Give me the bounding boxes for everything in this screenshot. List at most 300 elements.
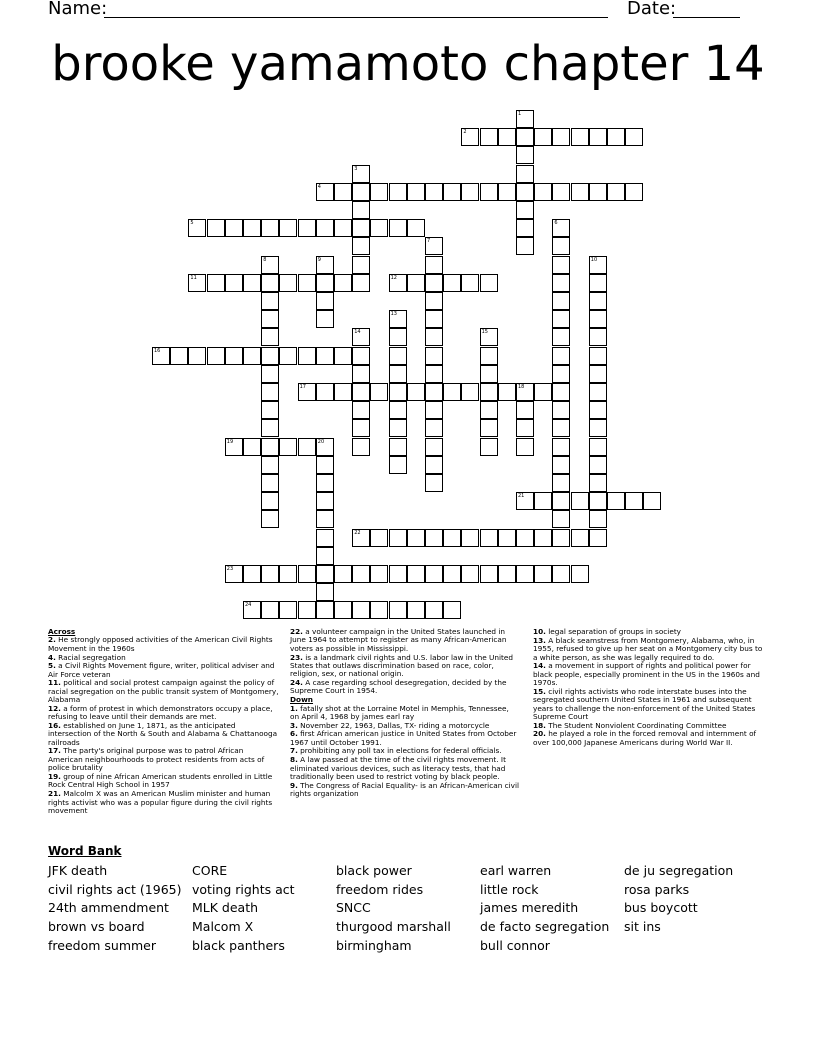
- grid-cell[interactable]: [261, 474, 279, 492]
- grid-cell[interactable]: [516, 146, 534, 164]
- grid-cell[interactable]: [389, 328, 407, 346]
- grid-cell[interactable]: [552, 183, 570, 201]
- grid-cell[interactable]: [279, 438, 297, 456]
- word-bank-item: JFK death: [48, 863, 108, 878]
- grid-cell[interactable]: [389, 347, 407, 365]
- grid-cell[interactable]: [552, 310, 570, 328]
- grid-cell[interactable]: [552, 510, 570, 528]
- grid-cell[interactable]: [425, 456, 443, 474]
- grid-cell[interactable]: [534, 383, 552, 401]
- clue-text: a volunteer campaign in the United States launched in June 1964 to attempt to register as many African-American voters as possible in Mississippi.: [290, 627, 507, 653]
- across-clue-list-continued: [290, 628, 520, 696]
- grid-cell[interactable]: [352, 438, 370, 456]
- grid-cell[interactable]: [316, 474, 334, 492]
- grid-cell[interactable]: [316, 383, 334, 401]
- grid-cell[interactable]: [589, 456, 607, 474]
- grid-cell[interactable]: [516, 219, 534, 237]
- grid-cell[interactable]: [552, 383, 570, 401]
- grid-cell[interactable]: [425, 274, 443, 292]
- grid-cell[interactable]: [389, 419, 407, 437]
- word-bank-item: freedom rides: [336, 881, 424, 897]
- grid-cell[interactable]: [243, 438, 261, 456]
- grid-cell[interactable]: [389, 601, 407, 619]
- grid-cell[interactable]: [461, 274, 479, 292]
- grid-cell[interactable]: [279, 565, 297, 583]
- grid-cell[interactable]: [443, 383, 461, 401]
- word-bank-column-3: [336, 862, 451, 956]
- grid-cell[interactable]: [552, 347, 570, 365]
- grid-cell[interactable]: [480, 128, 498, 146]
- grid-cell[interactable]: [261, 310, 279, 328]
- grid-cell[interactable]: [552, 328, 570, 346]
- clue-text: A case regarding school desegregation, decided by the Supreme Court in 1954.: [290, 678, 507, 696]
- grid-cell[interactable]: [443, 601, 461, 619]
- clue-number: 4: [317, 183, 321, 190]
- grid-cell[interactable]: [352, 383, 370, 401]
- clue: [290, 782, 520, 799]
- grid-cell[interactable]: [552, 419, 570, 437]
- word-bank-item: bus boycott: [624, 900, 698, 916]
- grid-cell[interactable]: [316, 438, 334, 456]
- word-bank-item: 24th ammendment: [48, 900, 169, 916]
- grid-cell[interactable]: [425, 438, 443, 456]
- grid-cell[interactable]: [552, 492, 570, 510]
- grid-cell[interactable]: [334, 601, 352, 619]
- grid-cell[interactable]: [443, 565, 461, 583]
- clue-number: 12: [390, 274, 397, 281]
- grid-cell[interactable]: [589, 292, 607, 310]
- grid-cell[interactable]: [389, 219, 407, 237]
- grid-cell[interactable]: [389, 438, 407, 456]
- grid-cell[interactable]: [352, 219, 370, 237]
- grid-cell[interactable]: [261, 365, 279, 383]
- grid-cell[interactable]: [370, 529, 388, 547]
- grid-cell[interactable]: [261, 256, 279, 274]
- grid-cell[interactable]: [389, 383, 407, 401]
- grid-cell[interactable]: [461, 383, 479, 401]
- grid-cell[interactable]: [480, 383, 498, 401]
- grid-cell[interactable]: [334, 347, 352, 365]
- grid-cell[interactable]: [334, 383, 352, 401]
- grid-cell[interactable]: [498, 128, 516, 146]
- grid-cell[interactable]: [498, 565, 516, 583]
- grid-cell[interactable]: [516, 529, 534, 547]
- clue-number: 15.: [533, 686, 546, 696]
- grid-cell[interactable]: [516, 492, 534, 510]
- clue-number: 13.: [533, 635, 546, 645]
- clue-number: 9: [317, 256, 321, 263]
- grid-cell[interactable]: [188, 274, 206, 292]
- word-bank-item: CORE: [192, 863, 228, 878]
- grid-cell[interactable]: [261, 347, 279, 365]
- clue-text: group of nine African American students enrolled in Little Rock Central High School in 1957: [48, 771, 273, 790]
- grid-cell[interactable]: [334, 183, 352, 201]
- grid-cell[interactable]: [407, 183, 425, 201]
- grid-cell[interactable]: [552, 128, 570, 146]
- name-label: Name:: [48, 0, 108, 19]
- grid-cell[interactable]: [480, 365, 498, 383]
- grid-cell[interactable]: [552, 456, 570, 474]
- grid-cell[interactable]: [298, 383, 316, 401]
- grid-cell[interactable]: [461, 529, 479, 547]
- grid-cell[interactable]: [589, 310, 607, 328]
- word-bank-item: brown vs board: [48, 919, 145, 935]
- grid-cell[interactable]: [352, 165, 370, 183]
- grid-cell[interactable]: [516, 237, 534, 255]
- grid-cell[interactable]: [316, 292, 334, 310]
- clue-number: 17.: [48, 746, 61, 756]
- grid-cell[interactable]: [352, 201, 370, 219]
- clue-number: 9.: [290, 780, 298, 790]
- grid-cell[interactable]: [207, 219, 225, 237]
- grid-cell[interactable]: [389, 456, 407, 474]
- grid-cell[interactable]: [370, 183, 388, 201]
- grid-cell[interactable]: [298, 565, 316, 583]
- clue-number: 5: [190, 220, 194, 227]
- grid-cell[interactable]: [589, 274, 607, 292]
- grid-cell[interactable]: [389, 565, 407, 583]
- word-bank-item: bull connor: [480, 937, 550, 953]
- grid-cell[interactable]: [552, 219, 570, 237]
- grid-cell[interactable]: [589, 183, 607, 201]
- grid-cell[interactable]: [589, 529, 607, 547]
- grid-cell[interactable]: [279, 274, 297, 292]
- grid-cell[interactable]: [334, 565, 352, 583]
- clue-number: 13: [390, 311, 397, 318]
- grid-cell[interactable]: [225, 565, 243, 583]
- grid-cell[interactable]: [407, 529, 425, 547]
- word-bank-title: Word Bank: [48, 844, 122, 858]
- clue-text: The Congress of Racial Equality- is an African-American civil rights organization: [290, 780, 520, 799]
- grid-cell[interactable]: [607, 128, 625, 146]
- grid-cell[interactable]: [443, 529, 461, 547]
- grid-cell[interactable]: [370, 601, 388, 619]
- grid-cell[interactable]: [425, 601, 443, 619]
- grid-cell[interactable]: [480, 183, 498, 201]
- grid-cell[interactable]: [316, 529, 334, 547]
- grid-cell[interactable]: [589, 438, 607, 456]
- grid-cell[interactable]: [552, 474, 570, 492]
- grid-cell[interactable]: [261, 419, 279, 437]
- grid-cell[interactable]: [534, 529, 552, 547]
- clue-number: 15: [481, 329, 488, 336]
- grid-cell[interactable]: [316, 583, 334, 601]
- grid-cell[interactable]: [261, 401, 279, 419]
- grid-cell[interactable]: [389, 274, 407, 292]
- grid-cell[interactable]: [407, 219, 425, 237]
- word-bank-item: Malcom X: [192, 919, 254, 935]
- grid-cell[interactable]: [425, 419, 443, 437]
- grid-cell[interactable]: [316, 183, 334, 201]
- grid-cell[interactable]: [352, 274, 370, 292]
- grid-cell[interactable]: [425, 474, 443, 492]
- grid-cell[interactable]: [425, 347, 443, 365]
- clue-number: 1.: [290, 703, 298, 713]
- grid-cell[interactable]: [352, 601, 370, 619]
- grid-cell[interactable]: [425, 365, 443, 383]
- grid-cell[interactable]: [534, 492, 552, 510]
- grid-cell[interactable]: [425, 401, 443, 419]
- grid-cell[interactable]: [498, 183, 516, 201]
- clue-text: a form of protest in which demonstrators occupy a place, refusing to leave until their demands are met.: [48, 703, 273, 722]
- grid-cell[interactable]: [516, 165, 534, 183]
- grid-cell[interactable]: [516, 383, 534, 401]
- grid-cell[interactable]: [243, 219, 261, 237]
- grid-cell[interactable]: [279, 219, 297, 237]
- clue-text: November 22, 1963, Dallas, TX- riding a motorcycle: [297, 720, 490, 730]
- clue-text: The Student Nonviolent Coordinating Committee: [545, 720, 727, 730]
- grid-cell[interactable]: [352, 237, 370, 255]
- grid-cell[interactable]: [261, 328, 279, 346]
- grid-cell[interactable]: [534, 128, 552, 146]
- grid-cell[interactable]: [552, 565, 570, 583]
- grid-cell[interactable]: [552, 401, 570, 419]
- clue-number: 24: [245, 602, 252, 609]
- grid-cell[interactable]: [552, 292, 570, 310]
- grid-cell[interactable]: [407, 565, 425, 583]
- grid-cell[interactable]: [425, 292, 443, 310]
- clue-number: 8.: [290, 755, 298, 765]
- grid-cell[interactable]: [571, 492, 589, 510]
- grid-cell[interactable]: [552, 365, 570, 383]
- grid-cell[interactable]: [243, 565, 261, 583]
- grid-cell[interactable]: [461, 128, 479, 146]
- grid-cell[interactable]: [370, 565, 388, 583]
- word-bank-item: rosa parks: [624, 881, 690, 897]
- grid-cell[interactable]: [589, 256, 607, 274]
- grid-cell[interactable]: [516, 419, 534, 437]
- grid-cell[interactable]: [480, 328, 498, 346]
- grid-cell[interactable]: [261, 510, 279, 528]
- grid-cell[interactable]: [298, 347, 316, 365]
- grid-cell[interactable]: [425, 256, 443, 274]
- grid-cell[interactable]: [352, 328, 370, 346]
- grid-cell[interactable]: [334, 274, 352, 292]
- clue-number: 23.: [290, 652, 303, 662]
- grid-cell[interactable]: [298, 274, 316, 292]
- grid-cell[interactable]: [498, 529, 516, 547]
- grid-cell[interactable]: [552, 274, 570, 292]
- grid-cell[interactable]: [352, 183, 370, 201]
- grid-cell[interactable]: [552, 529, 570, 547]
- clue-number: 6.: [290, 729, 298, 739]
- grid-cell[interactable]: [571, 128, 589, 146]
- grid-cell[interactable]: [316, 219, 334, 237]
- grid-cell[interactable]: [516, 438, 534, 456]
- grid-cell[interactable]: [152, 347, 170, 365]
- grid-cell[interactable]: [607, 492, 625, 510]
- grid-cell[interactable]: [316, 347, 334, 365]
- grid-cell[interactable]: [298, 601, 316, 619]
- grid-cell[interactable]: [589, 383, 607, 401]
- grid-cell[interactable]: [316, 492, 334, 510]
- grid-cell[interactable]: [425, 383, 443, 401]
- grid-cell[interactable]: [370, 219, 388, 237]
- grid-cell[interactable]: [243, 274, 261, 292]
- word-bank-item: birmingham: [336, 937, 412, 953]
- clue-number: 2.: [48, 635, 56, 645]
- grid-cell[interactable]: [461, 183, 479, 201]
- grid-cell[interactable]: [516, 201, 534, 219]
- grid-cell[interactable]: [261, 219, 279, 237]
- grid-cell[interactable]: [589, 492, 607, 510]
- grid-cell[interactable]: [225, 438, 243, 456]
- grid-cell[interactable]: [425, 529, 443, 547]
- grid-cell[interactable]: [261, 438, 279, 456]
- grid-cell[interactable]: [589, 365, 607, 383]
- grid-cell[interactable]: [480, 347, 498, 365]
- grid-cell[interactable]: [279, 601, 297, 619]
- grid-cell[interactable]: [298, 219, 316, 237]
- clue-number: 2: [463, 129, 467, 136]
- grid-cell[interactable]: [461, 565, 479, 583]
- grid-cell[interactable]: [316, 510, 334, 528]
- grid-cell[interactable]: [425, 328, 443, 346]
- grid-cell[interactable]: [316, 274, 334, 292]
- grid-cell[interactable]: [407, 383, 425, 401]
- clue-number: 18.: [533, 720, 546, 730]
- grid-cell[interactable]: [425, 237, 443, 255]
- word-bank-item: voting rights act: [192, 881, 295, 897]
- grid-cell[interactable]: [261, 565, 279, 583]
- word-bank-item: civil rights act (1965): [48, 881, 182, 897]
- grid-cell[interactable]: [443, 183, 461, 201]
- clue-number: 22: [354, 529, 361, 536]
- grid-cell[interactable]: [516, 128, 534, 146]
- grid-cell[interactable]: [225, 274, 243, 292]
- grid-cell[interactable]: [261, 456, 279, 474]
- grid-cell[interactable]: [316, 456, 334, 474]
- grid-cell[interactable]: [425, 310, 443, 328]
- grid-cell[interactable]: [516, 110, 534, 128]
- grid-cell[interactable]: [261, 292, 279, 310]
- grid-cell[interactable]: [316, 310, 334, 328]
- grid-cell[interactable]: [370, 383, 388, 401]
- grid-cell[interactable]: [571, 183, 589, 201]
- grid-cell[interactable]: [316, 601, 334, 619]
- grid-cell[interactable]: [298, 438, 316, 456]
- grid-cell[interactable]: [389, 183, 407, 201]
- word-bank-item: black power: [336, 863, 412, 878]
- grid-cell[interactable]: [480, 401, 498, 419]
- grid-cell[interactable]: [207, 274, 225, 292]
- grid-cell[interactable]: [407, 274, 425, 292]
- grid-cell[interactable]: [261, 601, 279, 619]
- clue-number: 10: [590, 256, 598, 263]
- grid-cell[interactable]: [425, 183, 443, 201]
- clue: [48, 747, 280, 772]
- clue-text: The party's original purpose was to patrol African American neighbourhoods to protect residents from acts of police brutality: [48, 746, 265, 773]
- grid-cell[interactable]: [589, 474, 607, 492]
- grid-cell[interactable]: [207, 347, 225, 365]
- clue: [290, 628, 520, 653]
- grid-cell[interactable]: [389, 365, 407, 383]
- grid-cell[interactable]: [480, 419, 498, 437]
- grid-cell[interactable]: [316, 256, 334, 274]
- grid-cell[interactable]: [279, 347, 297, 365]
- grid-cell[interactable]: [571, 565, 589, 583]
- grid-cell[interactable]: [389, 529, 407, 547]
- grid-cell[interactable]: [589, 510, 607, 528]
- clue-text: political and social protest campaign against the policy of racial segregation on the public transit system of Montgomery, Alabama: [48, 678, 279, 705]
- grid-cell[interactable]: [443, 274, 461, 292]
- grid-cell[interactable]: [625, 183, 643, 201]
- grid-cell[interactable]: [316, 547, 334, 565]
- grid-cell[interactable]: [480, 565, 498, 583]
- grid-cell[interactable]: [589, 328, 607, 346]
- grid-cell[interactable]: [352, 529, 370, 547]
- grid-cell[interactable]: [316, 565, 334, 583]
- grid-cell[interactable]: [516, 183, 534, 201]
- grid-cell[interactable]: [389, 401, 407, 419]
- grid-cell[interactable]: [352, 347, 370, 365]
- grid-cell[interactable]: [589, 128, 607, 146]
- grid-cell[interactable]: [589, 419, 607, 437]
- grid-cell[interactable]: [498, 383, 516, 401]
- grid-cell[interactable]: [225, 347, 243, 365]
- word-bank-column-4: [480, 862, 609, 956]
- clues-column-1: [48, 628, 280, 816]
- grid-cell[interactable]: [480, 438, 498, 456]
- grid-cell[interactable]: [607, 183, 625, 201]
- grid-cell[interactable]: [516, 565, 534, 583]
- clue-number: 17: [299, 384, 306, 390]
- grid-cell[interactable]: [643, 492, 661, 510]
- clue-text: A black seamstress from Montgomery, Alabama, who, in 1955, refused to give up her seat on a Montgomery city bus to a white person, as she was legally required to do.: [533, 635, 763, 662]
- grid-cell[interactable]: [243, 601, 261, 619]
- grid-cell[interactable]: [261, 274, 279, 292]
- grid-cell[interactable]: [425, 565, 443, 583]
- grid-cell[interactable]: [552, 237, 570, 255]
- clues-column-2: [290, 628, 520, 799]
- grid-cell[interactable]: [334, 219, 352, 237]
- word-bank-item: little rock: [480, 881, 539, 897]
- grid-cell[interactable]: [243, 347, 261, 365]
- grid-cell[interactable]: [571, 529, 589, 547]
- word-bank-item: james meredith: [480, 900, 579, 916]
- grid-cell[interactable]: [625, 492, 643, 510]
- grid-cell[interactable]: [352, 401, 370, 419]
- grid-cell[interactable]: [188, 347, 206, 365]
- word-bank-column-2: [192, 862, 295, 956]
- grid-cell[interactable]: [389, 310, 407, 328]
- grid-cell[interactable]: [188, 219, 206, 237]
- clue: [533, 637, 767, 662]
- grid-cell[interactable]: [352, 365, 370, 383]
- grid-cell[interactable]: [480, 529, 498, 547]
- grid-cell[interactable]: [352, 256, 370, 274]
- grid-cell[interactable]: [480, 274, 498, 292]
- grid-cell[interactable]: [534, 565, 552, 583]
- grid-cell[interactable]: [261, 492, 279, 510]
- clue-number: 4.: [48, 652, 56, 662]
- grid-cell[interactable]: [225, 219, 243, 237]
- grid-cell[interactable]: [352, 419, 370, 437]
- grid-cell[interactable]: [589, 347, 607, 365]
- grid-cell[interactable]: [516, 401, 534, 419]
- grid-cell[interactable]: [352, 565, 370, 583]
- clue-text: Malcolm X was an American Muslim minister and human rights activist who was a popular figure during the civil rights movement: [48, 789, 273, 815]
- grid-cell[interactable]: [625, 128, 643, 146]
- grid-cell[interactable]: [552, 438, 570, 456]
- grid-cell[interactable]: [170, 347, 188, 365]
- grid-cell[interactable]: [552, 256, 570, 274]
- grid-cell[interactable]: [407, 601, 425, 619]
- grid-cell[interactable]: [534, 183, 552, 201]
- word-bank-item: freedom summer: [48, 937, 156, 953]
- grid-cell[interactable]: [589, 401, 607, 419]
- grid-cell[interactable]: [261, 383, 279, 401]
